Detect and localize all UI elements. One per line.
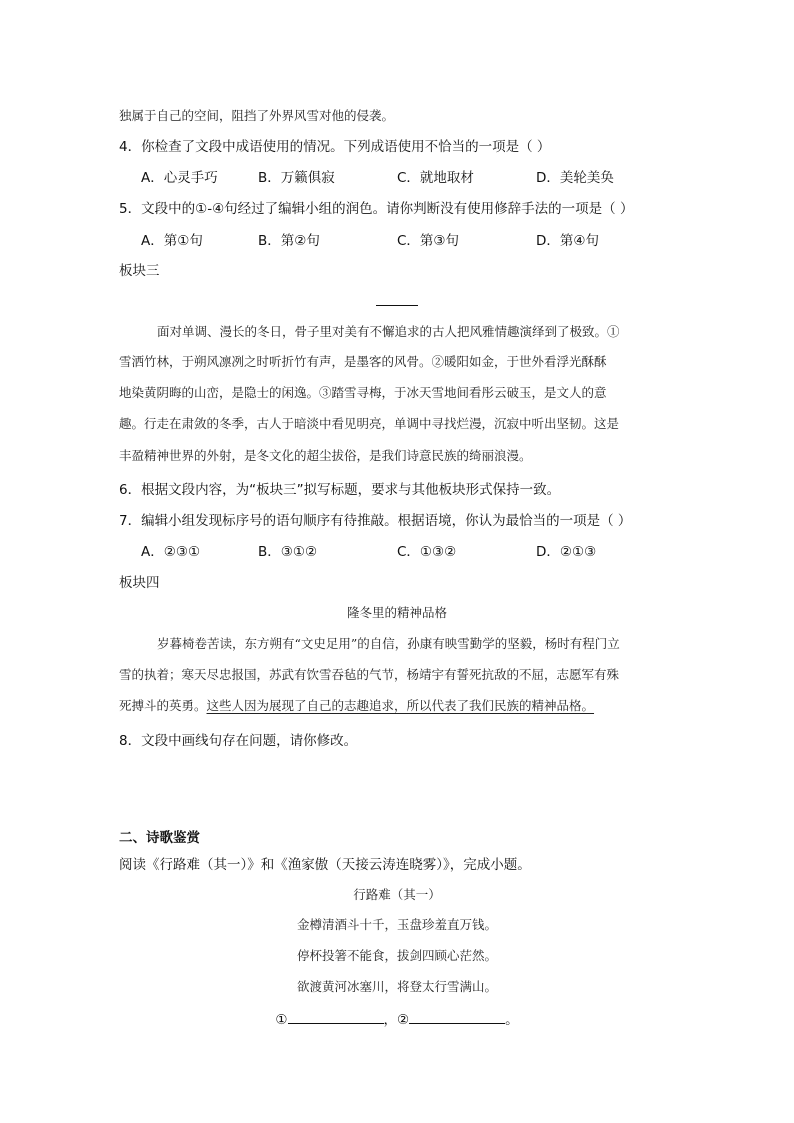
block4-title: 隆冬里的精神品格 xyxy=(346,605,447,620)
poem-line-3: 欲渡黄河冰塞川，将登太行雪满山。 xyxy=(296,979,497,994)
q5-option-d: D．第④句 xyxy=(536,233,599,249)
section2-heading: 二、诗歌鉴赏 xyxy=(119,830,200,846)
q4-option-d: D．美轮美奂 xyxy=(536,170,614,186)
question-4-stem: 4．你检查了文段中成语使用的情况。下列成语使用不恰当的一项是（ ） xyxy=(119,139,551,155)
blank-1[interactable] xyxy=(288,1011,384,1024)
block3-title-blank xyxy=(376,305,418,306)
block3-heading: 板块三 xyxy=(119,263,160,279)
q5-option-a: A．第①句 xyxy=(141,233,203,249)
block4-line-3 xyxy=(119,696,594,714)
block3-line-5: 丰盈精神世界的外射，是冬文化的超尘拔俗，是我们诗意民族的绮丽浪漫。 xyxy=(119,448,532,463)
question-7-stem: 7．编辑小组发现标序号的语句顺序有待推敲。根据语境，你认为最恰当的一项是（ ） xyxy=(119,513,632,529)
poem-blanks-line xyxy=(0,1008,794,1028)
q5-option-b: B．第②句 xyxy=(258,233,320,249)
question-6-stem: 6．根据文段内容，为“板块三”拟写标题，要求与其他板块形式保持一致。 xyxy=(119,482,561,498)
poem-title: 行路难（其一） xyxy=(353,887,441,902)
block3-line-3: 地染黄阴晦的山峦，是隐士的闲逸。③踏雪寻梅，于冰天雪地间看彤云破玉，是文人的意 xyxy=(119,385,607,400)
q4-option-c: C．就地取材 xyxy=(397,170,474,186)
block3-line-1: 面对单调、漫长的冬日，骨子里对美有不懈追求的古人把风雅情趣演绎到了极致。① xyxy=(157,324,620,339)
poem-line-1: 金樽清酒斗十千，玉盘珍羞直万钱。 xyxy=(296,917,497,932)
underlined-sentence: 这些人因为展现了自己的志趣追求，所以代表了我们民族的精神品格。 xyxy=(206,698,595,713)
q7-option-d: D．②①③ xyxy=(536,544,597,560)
block4-heading: 板块四 xyxy=(119,575,160,591)
blank-2[interactable] xyxy=(409,1011,505,1024)
blank-separator: ， xyxy=(383,1012,397,1028)
q4-option-b: B．万籁俱寂 xyxy=(258,170,335,186)
block3-line-2: 雪洒竹林，于朔风凛冽之时听折竹有声，是墨客的风骨。②暖阳如金，于世外看浮光酥酥 xyxy=(119,354,607,369)
blank-2-label: ② xyxy=(397,1012,410,1028)
continued-text-line: 独属于自己的空间，阻挡了外界风雪对他的侵袭。 xyxy=(119,108,395,123)
poem-line-2: 停杯投箸不能食，拔剑四顾心茫然。 xyxy=(296,948,497,963)
question-8-stem: 8．文段中画线句存在问题，请你修改。 xyxy=(119,733,358,749)
q7-option-a: A．②③① xyxy=(141,544,201,560)
block4-line-3-plain: 死搏斗的英勇。 xyxy=(119,698,207,713)
block3-line-4: 趣。行走在肃敛的冬季，古人于暗淡中看见明亮，单调中寻找烂漫，沉寂中听出坚韧。这是 xyxy=(119,416,620,431)
blank-end: 。 xyxy=(505,1012,519,1028)
q7-option-b: B．③①② xyxy=(258,544,318,560)
q5-option-c: C．第③句 xyxy=(397,233,460,249)
q4-option-a: A．心灵手巧 xyxy=(141,170,218,186)
question-5-stem: 5．文段中的①-④句经过了编辑小组的润色。请你判断没有使用修辞手法的一项是（ ） xyxy=(119,201,634,217)
q7-option-c: C．①③② xyxy=(397,544,457,560)
section2-intro: 阅读《行路难（其一）》和《渔家傲（天接云涛连晓雾）》，完成小题。 xyxy=(119,857,531,873)
blank-1-label: ① xyxy=(275,1012,288,1028)
block4-line-1: 岁暮椅卷苦读，东方朔有“文史足用”的自信，孙康有映雪勤学的坚毅，杨时有程门立 xyxy=(157,636,620,651)
block4-line-2: 雪的执着；寒天尽忠报国，苏武有饮雪吞毡的气节，杨靖宇有誓死抗敌的不屈，志愿军有殊 xyxy=(119,667,620,682)
